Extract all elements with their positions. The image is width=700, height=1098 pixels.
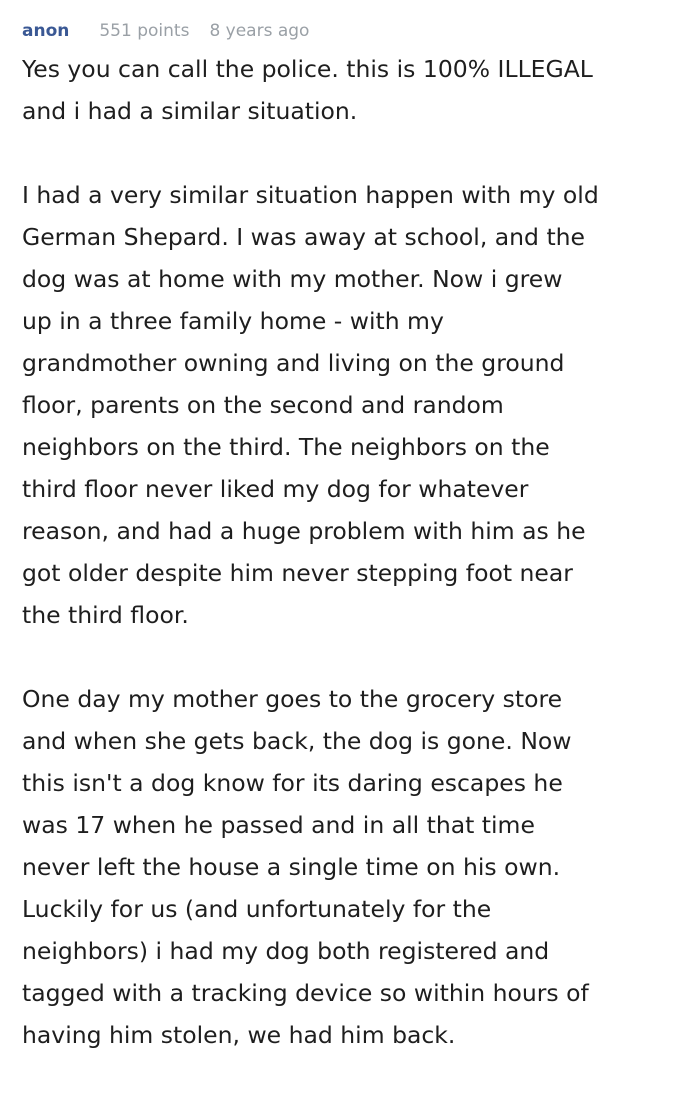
comment-text-line: the third floor. (22, 601, 189, 629)
comment-text-line: floor, parents on the second and random (22, 391, 504, 419)
comment-text-line: and when she gets back, the dog is gone. Now (22, 727, 572, 755)
comment-text-line: third floor never liked my dog for whatever (22, 475, 529, 503)
comment-text-line: I had a very similar situation happen with my old (22, 181, 599, 209)
comment-text-line: dog was at home with my mother. Now i grew (22, 265, 563, 293)
comment-text-line: German Shepard. I was away at school, and the (22, 223, 586, 251)
comment-text-line: Yes you can call the police. this is 100% ILLEGAL (22, 55, 593, 83)
comment-age: 8 years ago (209, 21, 310, 41)
comment-text-line: this isn't a dog know for its daring escapes he (22, 769, 563, 797)
comment-text-line: neighbors on the third. The neighbors on the (22, 433, 550, 461)
comment-text-line: tagged with a tracking device so within hours of (22, 979, 589, 1007)
comment-text-line: up in a three family home - with my (22, 307, 444, 335)
comment-text-line: never left the house a single time on his own. (22, 853, 561, 881)
comment-text-line: having him stolen, we had him back. (22, 1021, 456, 1049)
comment-text-line: was 17 when he passed and in all that time (22, 811, 535, 839)
comment-body (22, 48, 682, 1098)
comment-points: 551 points (99, 21, 190, 41)
comment-text-line: grandmother owning and living on the ground (22, 349, 565, 377)
comment-text-line: neighbors) i had my dog both registered and (22, 937, 550, 965)
comment-text-line: got older despite him never stepping foot near (22, 559, 573, 587)
comment-meta (22, 19, 309, 43)
comment-paragraph (22, 678, 682, 1056)
comment-text-line: Luckily for us (and unfortunately for the (22, 895, 492, 923)
comment-text-line: and i had a similar situation. (22, 97, 358, 125)
comment-author-link[interactable]: anon (22, 21, 70, 41)
comment-paragraph (22, 48, 682, 132)
comment-text-line: One day my mother goes to the grocery store (22, 685, 563, 713)
comment-text-line: reason, and had a huge problem with him as he (22, 517, 586, 545)
comment-paragraph (22, 174, 682, 636)
